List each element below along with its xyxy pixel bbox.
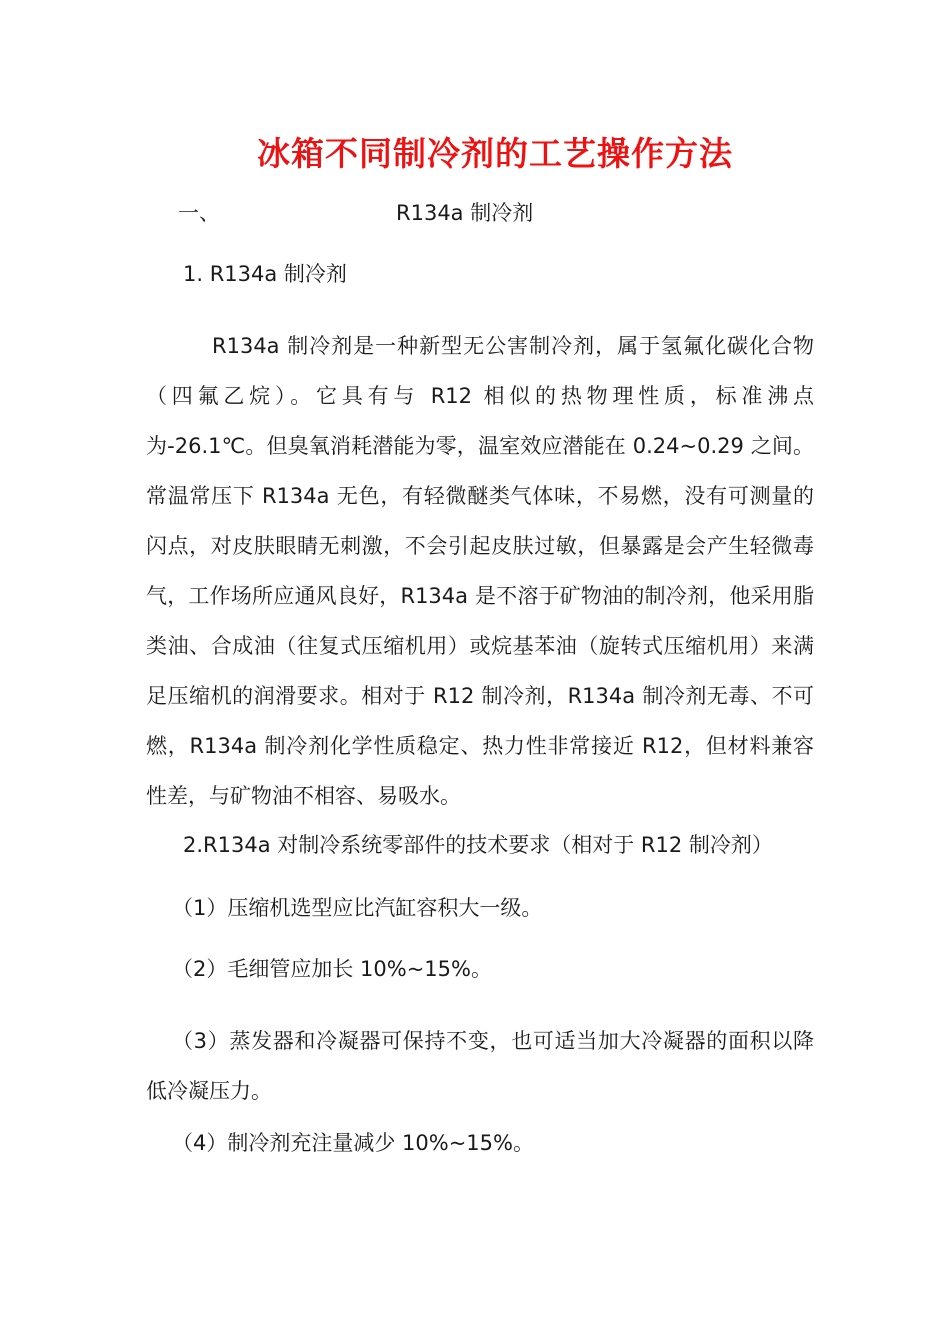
list-item: （1）压缩机选型应比汽缸容积大一级。 bbox=[172, 896, 543, 920]
subsection-heading-1: 1. R134a 制冷剂 bbox=[183, 262, 347, 286]
subsection-heading-2: 2.R134a 对制冷系统零部件的技术要求（相对于 R12 制冷剂） bbox=[183, 833, 773, 857]
list-item: （3）蒸发器和冷凝器可保持不变，也可适当加大冷凝器的面积以降低冷凝压力。 bbox=[146, 1029, 814, 1103]
subsection-paragraph-1: R134a 制冷剂是一种新型无公害制冷剂，属于氢氟化碳化合物（四氟乙烷）。它具有与 R12 相似的热物理性质，标准沸点为-26.1℃。但臭氧消耗潜能为零，温室效应潜能在 0.24~0.29 之间。常温常压下 R134a 无色，有轻微醚类气体味，不易燃，没有可测量的闪点，对皮肤眼睛无刺激，不会引起皮肤过敏，但暴露是会产生轻微毒气，工作场所应通风良好，R134a 是不溶于矿物油的制冷剂，他采用脂类油、合成油（往复式压缩机用）或烷基苯油（旋转式压缩机用）来满足压缩机的润滑要求。相对于 R12 制冷剂，R134a 制冷剂无毒、不可燃，R134a 制冷剂化学性质稳定、热力性非常接近 R12，但材料兼容性差，与矿物油不相容、易吸水。 bbox=[146, 334, 814, 808]
section-heading: R134a 制冷剂 bbox=[396, 201, 534, 225]
document-title: 冰箱不同制冷剂的工艺操作方法 bbox=[257, 134, 733, 173]
section-number: 一、 bbox=[178, 201, 220, 225]
list-item: （4）制冷剂充注量减少 10%~15%。 bbox=[172, 1131, 534, 1155]
list-item: （2）毛细管应加长 10%~15%。 bbox=[172, 957, 492, 981]
